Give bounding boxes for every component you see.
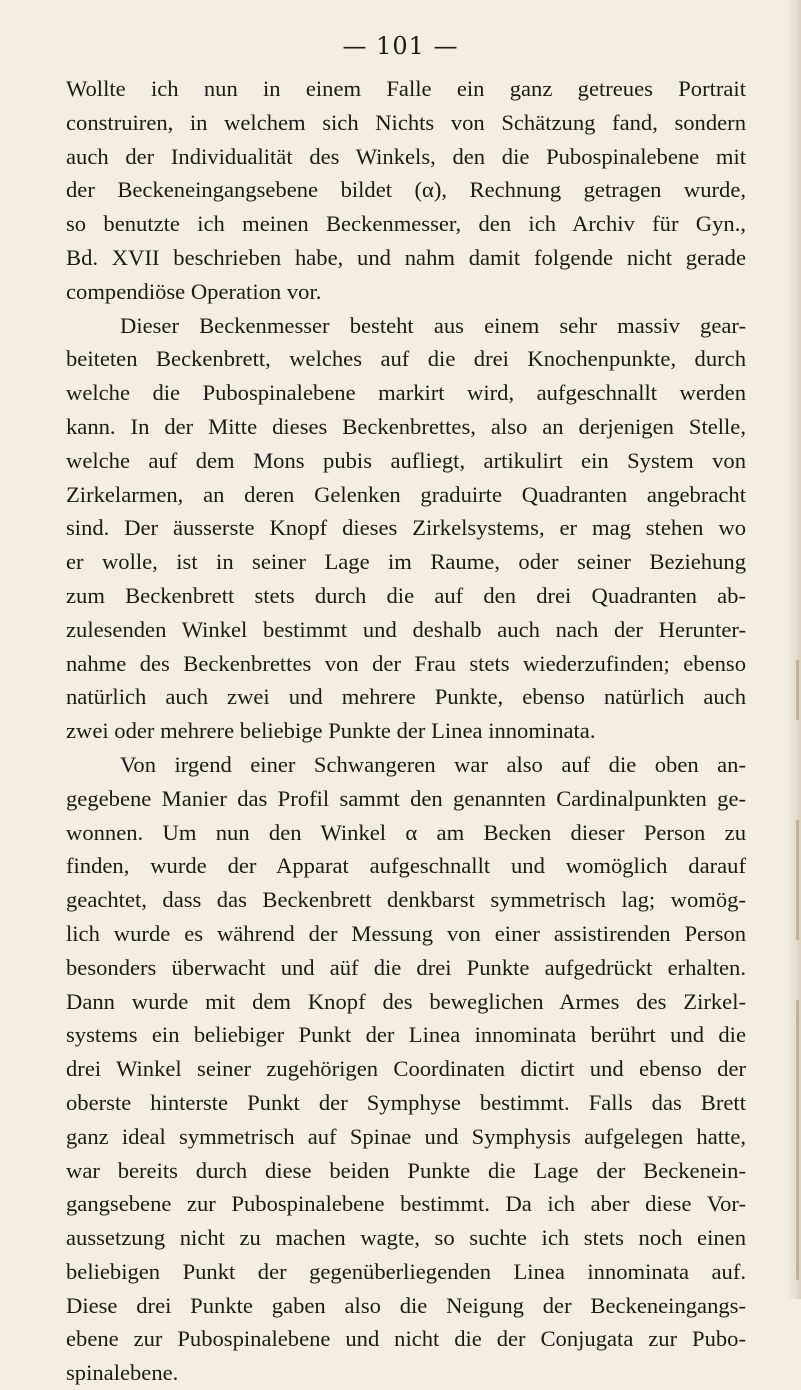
text-line: beiteten Beckenbrett, welches auf die drei Knochenpunkte, durch: [66, 346, 746, 372]
text-line: drei Winkel seiner zugehörigen Coordinaten dictirt und ebenso der: [66, 1056, 746, 1082]
edge-mark: [796, 1000, 799, 1280]
text-line: systems ein beliebiger Punkt der Linea innominata berührt und die: [66, 1022, 746, 1048]
text-line: construiren, in welchem sich Nichts von Schätzung fand, sondern: [66, 109, 746, 135]
text-line: wonnen. Um nun den Winkel α am Becken dieser Person zu: [66, 819, 746, 845]
text-line: so benutzte ich meinen Beckenmesser, den ich Archiv für Gyn.,: [66, 211, 746, 237]
body-text: [66, 72, 746, 1390]
text-line: natürlich auch zwei und mehrere Punkte, ebenso natürlich auch: [66, 684, 746, 710]
text-line: Diese drei Punkte gaben also die Neigung der Beckeneingangs-: [66, 1292, 746, 1318]
text-line: er wolle, ist in seiner Lage im Raume, oder seiner Beziehung: [66, 549, 746, 575]
text-line: ebene zur Pubospinalebene und nicht die der Conjugata zur Pubo-: [66, 1326, 746, 1352]
page-number: — 101 —: [342, 32, 459, 60]
text-line: gangsebene zur Pubospinalebene bestimmt. Da ich aber diese Vor-: [66, 1191, 746, 1217]
text-line: welche die Pubospinalebene markirt wird, aufgeschnallt werden: [66, 380, 746, 406]
text-line: Dieser Beckenmesser besteht aus einem sehr massiv gear-: [120, 312, 746, 338]
page-edge-shadow: [787, 0, 801, 1299]
text-line: compendiöse Operation vor.: [66, 278, 322, 304]
text-line: nahme des Beckenbrettes von der Frau stets wiederzufinden; ebenso: [66, 650, 746, 676]
text-line: Bd. XVII beschrieben habe, und nahm damit folgende nicht gerade: [66, 244, 746, 270]
text-line: beliebigen Punkt der gegenüberliegenden Linea innominata auf.: [66, 1258, 746, 1284]
text-line: kann. In der Mitte dieses Beckenbrettes, also an derjenigen Stelle,: [66, 413, 746, 439]
text-line: aussetzung nicht zu machen wagte, so suchte ich stets noch einen: [66, 1225, 746, 1251]
text-line: der Beckeneingangsebene bildet (α), Rechnung getragen wurde,: [66, 177, 746, 203]
text-line: zwei oder mehrere beliebige Punkte der Linea innominata.: [66, 718, 596, 744]
text-line: lich wurde es während der Messung von einer assistirenden Person: [66, 920, 746, 946]
text-line: Zirkelarmen, an deren Gelenken graduirte Quadranten angebracht: [66, 481, 746, 507]
text-line: sind. Der äusserste Knopf dieses Zirkelsystems, er mag stehen wo: [66, 515, 746, 541]
text-line: finden, wurde der Apparat aufgeschnallt und womöglich darauf: [66, 853, 746, 879]
text-line: oberste hinterste Punkt der Symphyse bestimmt. Falls das Brett: [66, 1089, 746, 1115]
text-line: geachtet, dass das Beckenbrett denkbarst symmetrisch lag; womög-: [66, 887, 746, 913]
text-line: spinalebene.: [66, 1360, 179, 1386]
text-line: Von irgend einer Schwangeren war also auf die oben an-: [120, 751, 746, 777]
text-line: zulesenden Winkel bestimmt und deshalb auch nach der Herunter-: [66, 616, 746, 642]
text-line: war bereits durch diese beiden Punkte die Lage der Beckenein-: [66, 1157, 746, 1183]
text-line: Wollte ich nun in einem Falle ein ganz getreues Portrait: [66, 76, 746, 101]
text-line: zum Beckenbrett stets durch die auf den drei Quadranten ab-: [66, 582, 746, 608]
text-line: ganz ideal symmetrisch auf Spinae und Symphysis aufgelegen hatte,: [66, 1123, 746, 1149]
edge-mark: [796, 820, 799, 940]
text-line: auch der Individualität des Winkels, den die Pubospinalebene mit: [66, 143, 746, 169]
text-line: gegebene Manier das Profil sammt den genannten Cardinalpunkten ge-: [66, 785, 746, 811]
text-line: besonders überwacht und aüf die drei Punkte aufgedrückt erhalten.: [66, 954, 746, 980]
text-line: Dann wurde mit dem Knopf des beweglichen Armes des Zirkel-: [66, 988, 746, 1014]
edge-mark: [796, 660, 799, 720]
text-line: welche auf dem Mons pubis aufliegt, artikulirt ein System von: [66, 447, 746, 473]
